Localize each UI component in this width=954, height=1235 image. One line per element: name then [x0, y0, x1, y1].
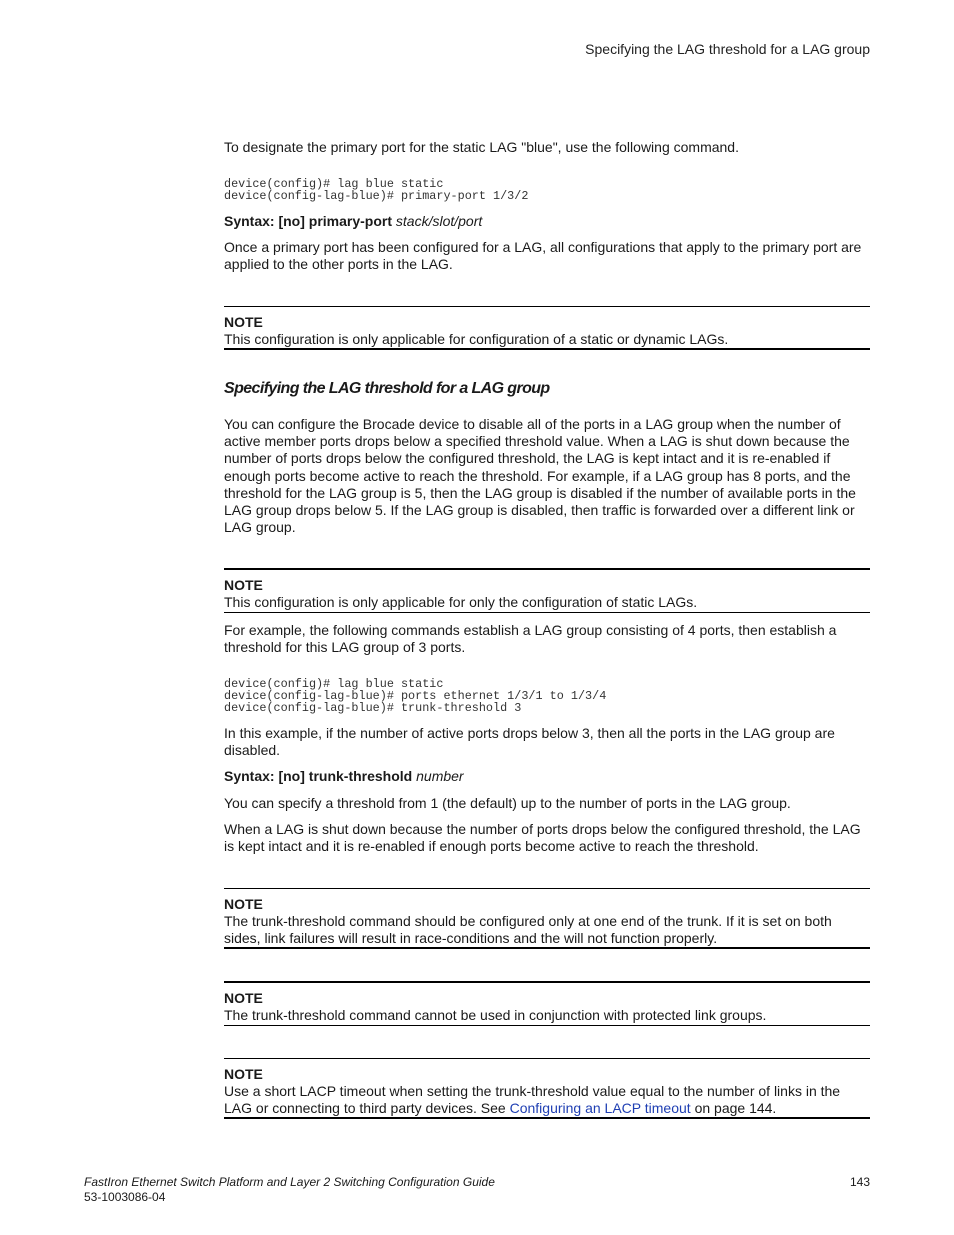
- note-text-after: on page 144.: [690, 1100, 777, 1117]
- footer-doc-title: FastIron Ethernet Switch Platform and Layer 2 Switching Configuration Guide: [84, 1175, 495, 1189]
- note-top-rule: [224, 1058, 870, 1059]
- note-label: NOTE: [224, 577, 263, 593]
- note-bottom-rule: [224, 947, 870, 949]
- example-paragraph-1: For example, the following commands establish a LAG group consisting of 4 ports, then establish a threshold for this LAG group of 3 ports.: [224, 622, 837, 656]
- note-top-rule: [224, 568, 870, 570]
- note-text: The trunk-threshold command should be configured only at one end of the trunk. If it is set on both sides, link failures will result in race-conditions and the will not function properly.: [224, 913, 832, 947]
- note-label: NOTE: [224, 314, 263, 330]
- code-line: device(config-lag-blue)# trunk-threshold 3: [224, 701, 522, 716]
- note-top-rule: [224, 888, 870, 889]
- code-line: device(config)# lag blue static: [224, 677, 444, 691]
- lacp-timeout-link[interactable]: Configuring an LACP timeout: [509, 1100, 691, 1117]
- note-text: The trunk-threshold command cannot be used in conjunction with protected link groups.: [224, 1007, 767, 1023]
- intro-paragraph-2: Once a primary port has been configured for a LAG, all configurations that apply to the primary port are applied to the other ports in the LAG.: [224, 239, 862, 273]
- code-block-1: [224, 178, 528, 202]
- footer-document-info: [84, 1175, 495, 1205]
- syntax-parameter: stack/slot/port: [395, 213, 483, 229]
- footer-doc-number: 53-1003086-04: [84, 1190, 166, 1204]
- syntax-trunk-threshold: [224, 768, 464, 784]
- note-bottom-rule: [224, 1117, 870, 1119]
- note-text: This configuration is only applicable for only the configuration of static LAGs.: [224, 594, 698, 610]
- example-paragraph-2: In this example, if the number of active ports drops below 3, then all the ports in the LAG group are disabled.: [224, 725, 835, 759]
- note-bottom-rule: [224, 348, 870, 350]
- code-line: device(config)# lag blue static: [224, 177, 444, 191]
- note-label: NOTE: [224, 990, 263, 1006]
- running-header: Specifying the LAG threshold for a LAG group: [585, 41, 870, 57]
- example-paragraph-4: When a LAG is shut down because the number of ports drops below the configured threshold, the LAG is kept intact and it is re-enabled if enough ports become active to reach the threshold.: [224, 821, 861, 855]
- note-text: This configuration is only applicable for configuration of a static or dynamic LAGs.: [224, 331, 729, 347]
- page-number: 143: [849, 1175, 870, 1189]
- intro-paragraph-1: To designate the primary port for the static LAG "blue", use the following command.: [224, 139, 739, 155]
- code-line: device(config-lag-blue)# primary-port 1/3/2: [224, 189, 529, 204]
- note-text: [224, 1083, 870, 1117]
- syntax-primary-port: [224, 213, 482, 229]
- note-label: NOTE: [224, 1066, 263, 1082]
- code-line: device(config-lag-blue)# ports ethernet 1/3/1 to 1/3/4: [224, 689, 607, 704]
- note-top-rule: [224, 981, 870, 983]
- section-paragraph: You can configure the Brocade device to disable all of the ports in a LAG group when the number of active member ports drops below a specified threshold value. When a LAG is shut down because the number of ports drops below the configured threshold, the LAG is kept intact and it is re-enabled if enough ports become active to reach the threshold. For example, if a LAG group has 8 ports, and the threshold for the LAG group is 5, then the LAG group is disabled if the number of available ports in the LAG group drops below 5. If the LAG group is disabled, then traffic is forwarded over a different link or LAG group.: [224, 416, 856, 536]
- note-text-before: Use a short LACP timeout when setting the trunk-threshold value equal to the number of links in the LAG or connecting to third party devices. See: [224, 1083, 841, 1117]
- section-heading: Specifying the LAG threshold for a LAG group: [224, 380, 550, 397]
- syntax-command: Syntax: [no] trunk-threshold: [224, 768, 413, 784]
- note-bottom-rule: [224, 1025, 870, 1026]
- code-block-2: [224, 678, 606, 715]
- syntax-parameter: number: [416, 768, 464, 784]
- note-label: NOTE: [224, 896, 263, 912]
- example-paragraph-3: You can specify a threshold from 1 (the default) up to the number of ports in the LAG group.: [224, 795, 791, 811]
- note-bottom-rule: [224, 612, 870, 613]
- note-top-rule: [224, 306, 870, 307]
- syntax-command: Syntax: [no] primary-port: [224, 213, 393, 229]
